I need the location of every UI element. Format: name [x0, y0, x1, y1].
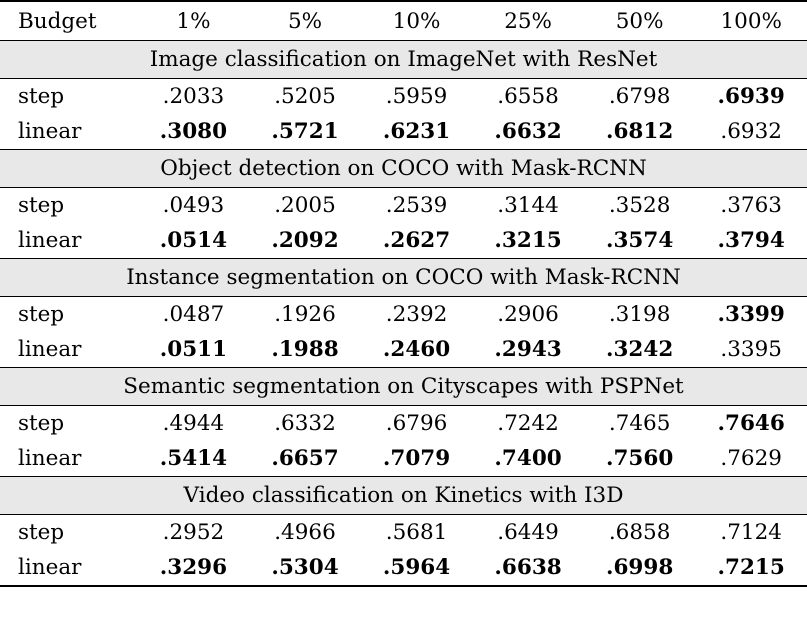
cell-value: .2627	[382, 228, 451, 253]
column-header-25pct: 25%	[472, 1, 584, 41]
table-row	[0, 550, 807, 586]
cell-value: .6998	[605, 555, 674, 580]
cell-value: .3395	[720, 337, 782, 362]
bottom-rule-cell	[0, 586, 807, 587]
table-row	[0, 114, 807, 150]
cell-value: .6657	[271, 446, 339, 471]
cell-value: .7400	[494, 446, 562, 471]
table-row	[0, 441, 807, 477]
results-table-body	[0, 1, 807, 587]
cell-value: .2539	[361, 188, 473, 224]
cell-value: .6638	[494, 555, 562, 580]
cell-value: .7079	[382, 446, 451, 471]
cell-value: .5414	[159, 446, 228, 471]
cell-value: .0487	[138, 297, 250, 333]
column-header-100pct: 100%	[695, 1, 807, 41]
cell-value: .7215	[717, 555, 785, 580]
cell-value: .3215	[494, 228, 562, 253]
cell-value: .7629	[720, 446, 782, 471]
row-label: linear	[18, 446, 82, 471]
cell-value: .2033	[138, 79, 250, 115]
cell-value: .2906	[472, 297, 584, 333]
cell-value: .1988	[271, 337, 339, 362]
column-header-10pct: 10%	[361, 1, 473, 41]
cell-value: .6558	[472, 79, 584, 115]
cell-value: .3198	[584, 297, 696, 333]
cell-value: .5959	[361, 79, 473, 115]
cell-value: .0493	[138, 188, 250, 224]
cell-value: .6449	[472, 515, 584, 551]
cell-value: .2092	[271, 228, 339, 253]
cell-value: .4944	[138, 406, 250, 442]
table-row	[0, 223, 807, 259]
table-row	[0, 406, 807, 442]
column-header-5pct: 5%	[249, 1, 361, 41]
cell-value: .6798	[584, 79, 696, 115]
cell-value: .7124	[695, 515, 807, 551]
cell-value: .1926	[249, 297, 361, 333]
cell-value: .5964	[382, 555, 451, 580]
section-header-row	[0, 368, 807, 406]
section-title: Video classification on Kinetics with I3D	[0, 477, 807, 515]
cell-value: .6231	[382, 119, 451, 144]
cell-value: .3296	[159, 555, 228, 580]
row-label: step	[0, 297, 138, 333]
row-label: linear	[18, 228, 82, 253]
cell-value: .2460	[382, 337, 451, 362]
section-header-row	[0, 150, 807, 188]
cell-value: .7465	[584, 406, 696, 442]
cell-value: .3574	[605, 228, 674, 253]
table-row	[0, 297, 807, 333]
cell-value: .5681	[361, 515, 473, 551]
cell-value: .5304	[271, 555, 339, 580]
cell-value: .2392	[361, 297, 473, 333]
table-header-row	[0, 1, 807, 41]
cell-value: .3763	[695, 188, 807, 224]
cell-value: .6939	[695, 79, 807, 115]
column-header-1pct: 1%	[138, 1, 250, 41]
cell-value: .0511	[159, 337, 228, 362]
row-label: step	[0, 188, 138, 224]
cell-value: .3144	[472, 188, 584, 224]
table-row	[0, 79, 807, 115]
cell-value: .7646	[695, 406, 807, 442]
row-label: linear	[18, 555, 82, 580]
cell-value: .2943	[494, 337, 562, 362]
cell-value: .2005	[249, 188, 361, 224]
column-header-50pct: 50%	[584, 1, 696, 41]
table-row	[0, 515, 807, 551]
section-title: Image classification on ImageNet with ResNet	[0, 41, 807, 79]
cell-value: .7242	[472, 406, 584, 442]
cell-value: .3080	[159, 119, 228, 144]
row-label: step	[0, 79, 138, 115]
row-label: linear	[18, 119, 82, 144]
cell-value: .5205	[249, 79, 361, 115]
table-row	[0, 332, 807, 368]
cell-value: .3528	[584, 188, 696, 224]
cell-value: .7560	[605, 446, 674, 471]
cell-value: .4966	[249, 515, 361, 551]
cell-value: .3794	[717, 228, 785, 253]
section-header-row	[0, 41, 807, 79]
table-bottom-rule	[0, 586, 807, 587]
cell-value: .6858	[584, 515, 696, 551]
cell-value: .6812	[605, 119, 674, 144]
cell-value: .5721	[271, 119, 339, 144]
table-row	[0, 188, 807, 224]
cell-value: .3399	[695, 297, 807, 333]
cell-value: .6932	[720, 119, 782, 144]
row-label: linear	[18, 337, 82, 362]
column-header-budget: Budget	[0, 1, 138, 41]
cell-value: .6796	[361, 406, 473, 442]
section-header-row	[0, 477, 807, 515]
section-title: Object detection on COCO with Mask-RCNN	[0, 150, 807, 188]
row-label: step	[0, 406, 138, 442]
cell-value: .6332	[249, 406, 361, 442]
section-title: Instance segmentation on COCO with Mask-RCNN	[0, 259, 807, 297]
cell-value: .3242	[605, 337, 674, 362]
section-header-row	[0, 259, 807, 297]
row-label: step	[0, 515, 138, 551]
section-title: Semantic segmentation on Cityscapes with PSPNet	[0, 368, 807, 406]
cell-value: .6632	[494, 119, 562, 144]
cell-value: .0514	[159, 228, 228, 253]
cell-value: .2952	[138, 515, 250, 551]
